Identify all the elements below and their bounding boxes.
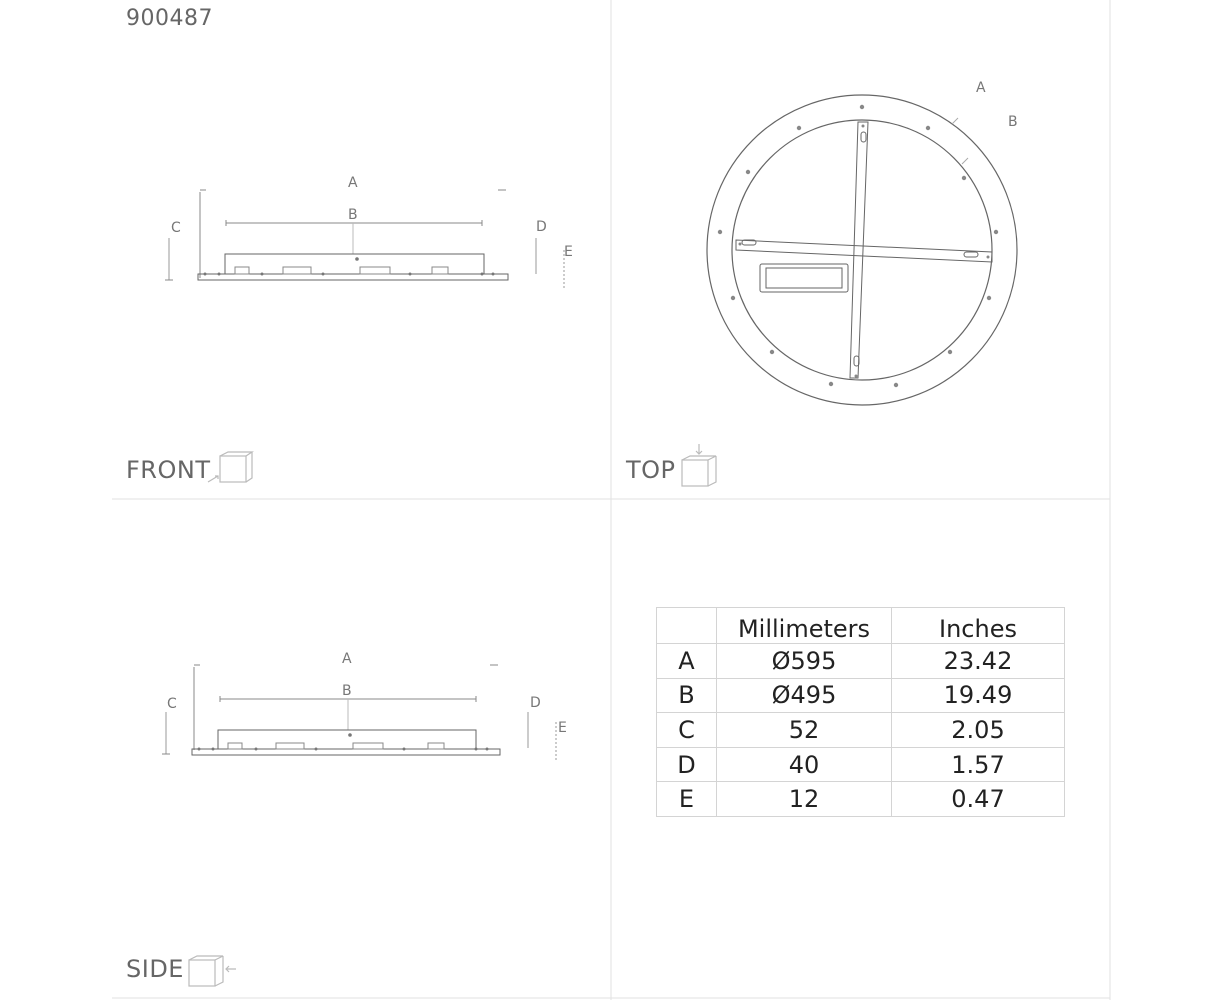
side-dim-e-label: E xyxy=(558,720,567,736)
side-dim-d-label: D xyxy=(530,695,541,711)
front-dim-e-label: E xyxy=(564,244,573,260)
side-dim-a-label: A xyxy=(342,651,352,667)
product-code: 900487 xyxy=(126,6,213,31)
table-header-row xyxy=(657,608,1065,644)
table-row xyxy=(657,747,1065,782)
row-label: D xyxy=(657,747,717,782)
row-label: B xyxy=(657,678,717,713)
front-view-label: FRONT xyxy=(126,456,211,484)
front-dim-d-label: D xyxy=(536,219,547,235)
row-mm: 52 xyxy=(717,713,892,748)
row-mm: Ø595 xyxy=(717,644,892,679)
table-row xyxy=(657,678,1065,713)
row-mm: Ø495 xyxy=(717,678,892,713)
row-mm: 12 xyxy=(717,782,892,817)
top-cube-icon xyxy=(678,442,720,488)
row-inch: 0.47 xyxy=(892,782,1065,817)
side-dim-c-label: C xyxy=(167,696,177,712)
front-dim-a-label: A xyxy=(348,175,358,191)
table-header-millimeters: Millimeters xyxy=(717,608,892,644)
front-dim-b-label: B xyxy=(348,207,358,223)
row-label: E xyxy=(657,782,717,817)
top-view-label: TOP xyxy=(626,456,676,484)
side-view-label: SIDE xyxy=(126,955,184,983)
top-dim-b-label: B xyxy=(1008,114,1018,130)
row-inch: 2.05 xyxy=(892,713,1065,748)
row-mm: 40 xyxy=(717,747,892,782)
front-cube-icon xyxy=(206,450,254,488)
side-cube-icon xyxy=(186,952,238,990)
side-view-drawing xyxy=(160,650,580,780)
front-view-drawing xyxy=(160,170,580,300)
row-label: C xyxy=(657,713,717,748)
table-header-label xyxy=(657,608,717,644)
side-dim-b-label: B xyxy=(342,683,352,699)
front-dim-c-label: C xyxy=(171,220,181,236)
table-header-inches: Inches xyxy=(892,608,1065,644)
table-row xyxy=(657,713,1065,748)
table-row xyxy=(657,644,1065,679)
row-inch: 23.42 xyxy=(892,644,1065,679)
row-label: A xyxy=(657,644,717,679)
row-inch: 1.57 xyxy=(892,747,1065,782)
row-inch: 19.49 xyxy=(892,678,1065,713)
table-row xyxy=(657,782,1065,817)
dimension-table xyxy=(656,607,1065,817)
top-view-drawing xyxy=(700,80,1040,420)
top-dim-a-label: A xyxy=(976,80,986,96)
